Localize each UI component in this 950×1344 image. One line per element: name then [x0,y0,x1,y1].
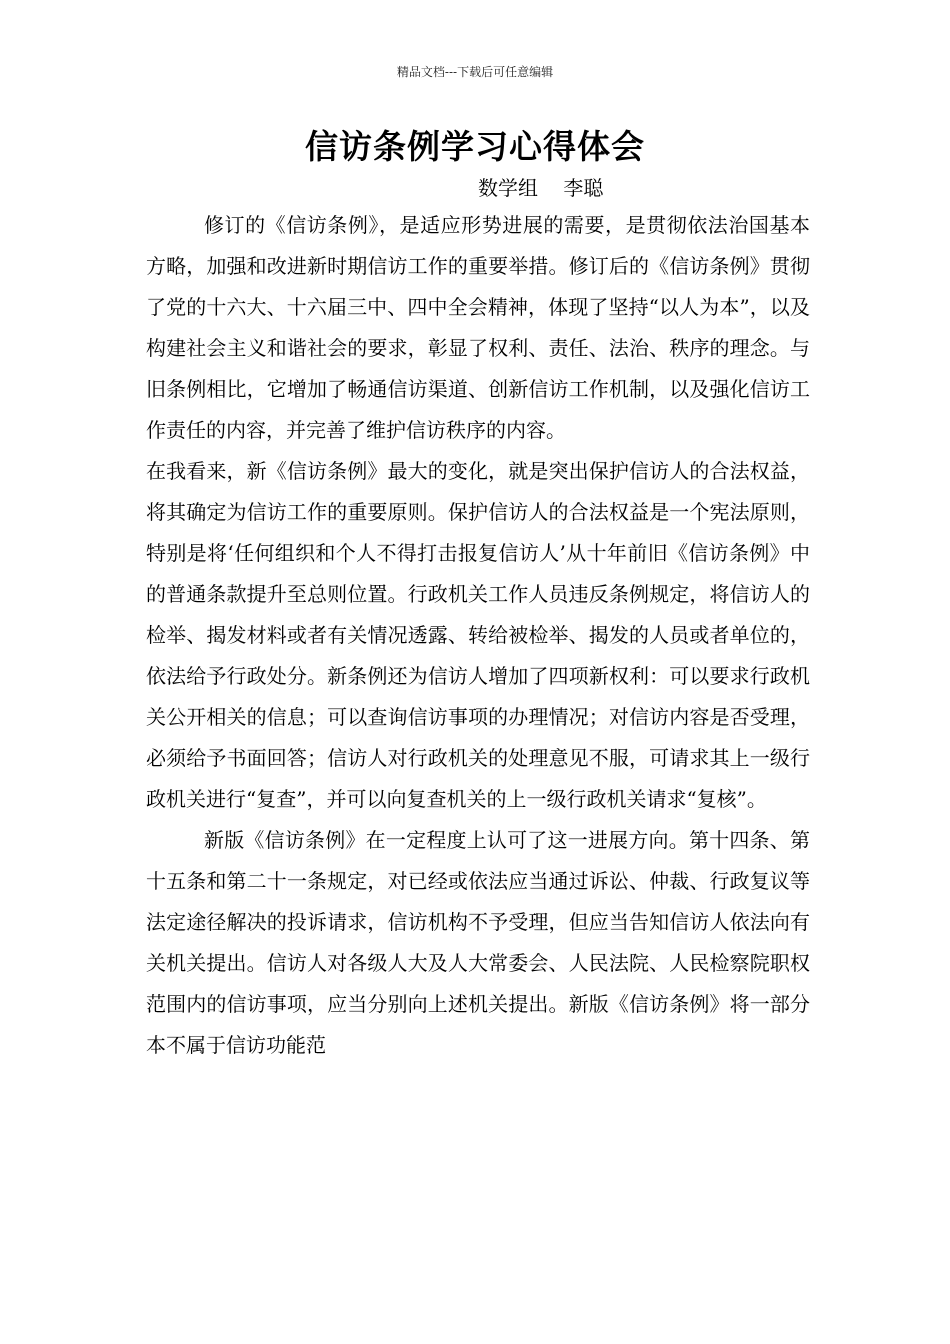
document-title: 信访条例学习心得体会 [305,127,645,166]
paragraph-1: 修订的《信访条例》，是适应形势进展的需要，是贯彻依法治国基本方略，加强和改进新时期信访工作的重要举措。修订后的《信访条例》贯彻了党的十六大、十六届三中、四中全会精神，体现了坚持“以人为本”，以及构建社会主义和谐社会的要求，彰显了权利、责任、法治、秩序的理念。与旧条例相比，它增加了畅通信访渠道、创新信访工作机制，以及强化信访工作责任的内容，并完善了维护信访秩序的内容。 [146,213,810,442]
author-byline: 数学组 李聪 [478,176,604,200]
paragraph-3: 新版《信访条例》在一定程度上认可了这一进展方向。第十四条、第十五条和第二十一条规定，对已经或依法应当通过诉讼、仲裁、行政复议等法定途径解决的投诉请求，信访机构不予受理，但应当告知信访人依法向有关机关提出。信访人对各级人大及人大常委会、人民法院、人民检察院职权范围内的信访事项，应当分别向上述机关提出。新版《信访条例》将一部分本不属于信访功能范 [146,828,810,1057]
document-body [146,205,810,1066]
header-note: 精品文档---下载后可任意编辑 [396,65,554,79]
paragraph-2: 在我看来，新《信访条例》最大的变化，就是突出保护信访人的合法权益，将其确定为信访工作的重要原则。保护信访人的合法权益是一个宪法原则，特别是将‘任何组织和个人不得打击报复信访人’从十年前旧《信访条例》中的普通条款提升至总则位置。行政机关工作人员违反条例规定，将信访人的检举、揭发材料或者有关情况透露、转给被检举、揭发的人员或者单位的，依法给予行政处分。新条例还为信访人增加了四项新权利：可以要求行政机关公开相关的信息；可以查询信访事项的办理情况；对信访内容是否受理，必须给予书面回答；信访人对行政机关的处理意见不服，可请求其上一级行政机关进行“复查”，并可以向复查机关的上一级行政机关请求“复核”。 [146,459,810,811]
